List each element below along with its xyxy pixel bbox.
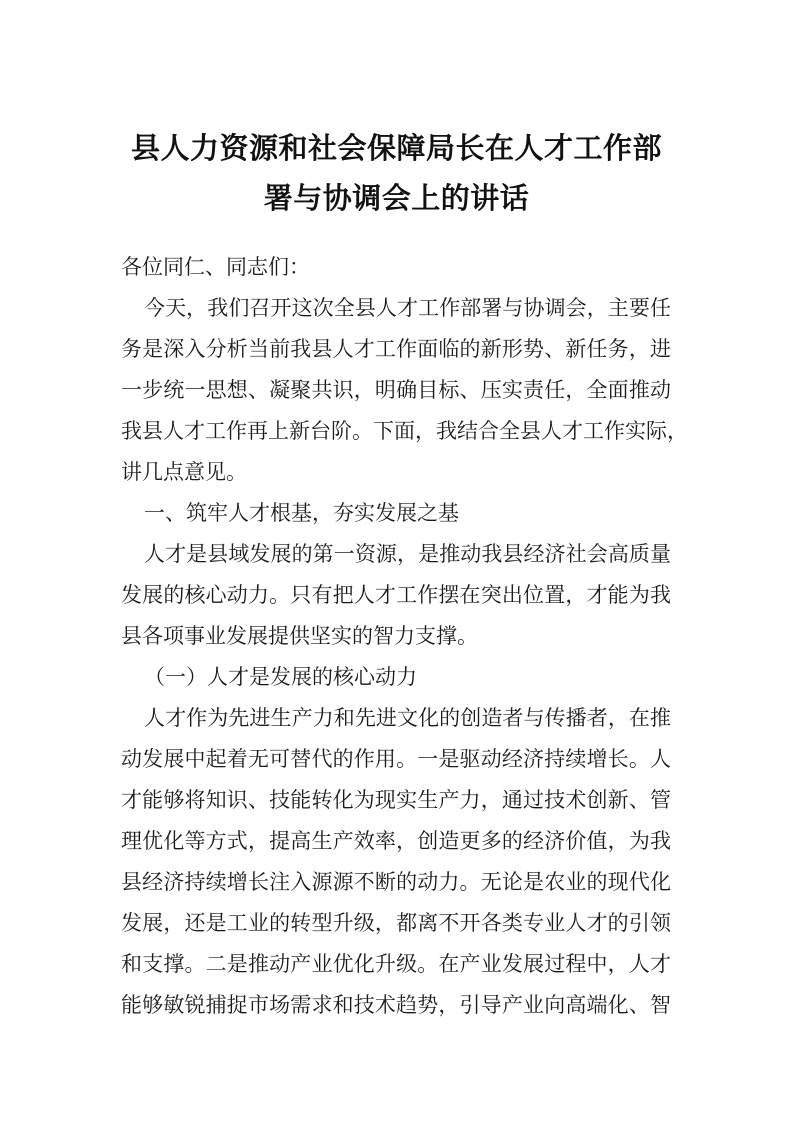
salutation: 各位同仁、同志们： — [121, 255, 310, 279]
paragraph-line: 我县人才工作再上新台阶。下面，我结合全县人才工作实际， — [121, 419, 688, 443]
subsection-heading: （一）人才是发展的核心动力 — [144, 665, 417, 689]
paragraph-line: 人才作为先进生产力和先进文化的创造者与传播者，在推 — [144, 706, 671, 730]
paragraph-line: 发展，还是工业的转型升级，都离不开各类专业人才的引领 — [121, 911, 671, 935]
paragraph-line: 和支撑。二是推动产业优化升级。在产业发展过程中，人才 — [121, 952, 671, 976]
paragraph-line: 县经济持续增长注入源源不断的动力。无论是农业的现代化 — [121, 870, 671, 894]
paragraph-line: 发展的核心动力。只有把人才工作摆在突出位置，才能为我 — [121, 583, 671, 607]
paragraph-line: 县各项事业发展提供坚实的智力支撑。 — [121, 624, 478, 648]
document-title-line-2: 署与协调会上的讲话 — [263, 181, 530, 215]
paragraph-line: 务是深入分析当前我县人才工作面临的新形势、新任务，进 — [121, 337, 671, 361]
paragraph-line: 一步统一思想、凝聚共识，明确目标、压实责任，全面推动 — [121, 378, 671, 402]
document-title-line-1: 县人力资源和社会保障局长在人才工作部 — [130, 131, 662, 165]
paragraph-line: 才能够将知识、技能转化为现实生产力，通过技术创新、管 — [121, 788, 671, 812]
section-heading: 一、筑牢人才根基，夯实发展之基 — [144, 501, 459, 525]
paragraph-line: 人才是县域发展的第一资源，是推动我县经济社会高质量 — [144, 542, 671, 566]
paragraph-line: 动发展中起着无可替代的作用。一是驱动经济持续增长。人 — [121, 747, 671, 771]
paragraph-line: 能够敏锐捕捉市场需求和技术趋势，引导产业向高端化、智 — [121, 993, 671, 1017]
paragraph-line: 今天，我们召开这次全县人才工作部署与协调会，主要任 — [144, 296, 671, 320]
paragraph-line: 理优化等方式，提高生产效率，创造更多的经济价值，为我 — [121, 829, 671, 853]
paragraph-line: 讲几点意见。 — [121, 460, 247, 484]
